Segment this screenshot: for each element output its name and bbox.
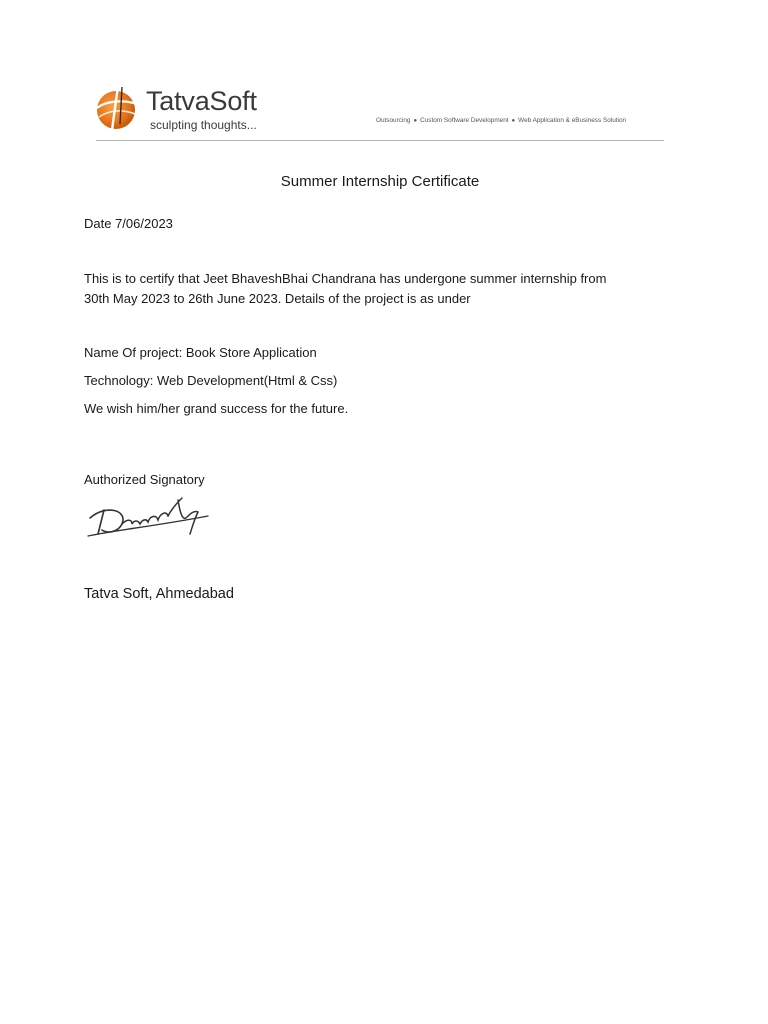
brand-name: TatvaSoft [146,86,257,116]
body-line: This is to certify that Jeet BhaveshBhai Chandrana has undergone summer internship from [84,271,607,286]
wish-line: We wish him/her grand success for the future. [84,401,349,416]
orange-globe-logo-icon [93,84,141,132]
services-strip [376,116,664,126]
service-item: Web Application & eBusiness Solution [518,117,627,124]
service-item: Custom Software Development [420,117,509,124]
header-divider [96,140,664,141]
letterhead [0,0,768,150]
body-line: 30th May 2023 to 26th June 2023. Details of the project is as under [84,291,471,306]
certificate-title: Summer Internship Certificate [280,173,480,190]
technology-line: Technology: Web Development(Html & Css) [84,373,338,388]
signatory-label: Authorized Signatory [84,472,205,487]
project-line: Name Of project: Book Store Application [84,345,317,360]
bullet-icon: ● [511,118,516,124]
bullet-icon: ● [413,118,418,124]
service-item: Outsourcing [376,117,411,124]
certificate-body [84,269,664,309]
company-location: Tatva Soft, Ahmedabad [84,586,234,602]
handwritten-signature [86,494,212,540]
date-line: Date 7/06/2023 [84,216,173,231]
brand-tagline: sculpting thoughts... [150,118,257,132]
